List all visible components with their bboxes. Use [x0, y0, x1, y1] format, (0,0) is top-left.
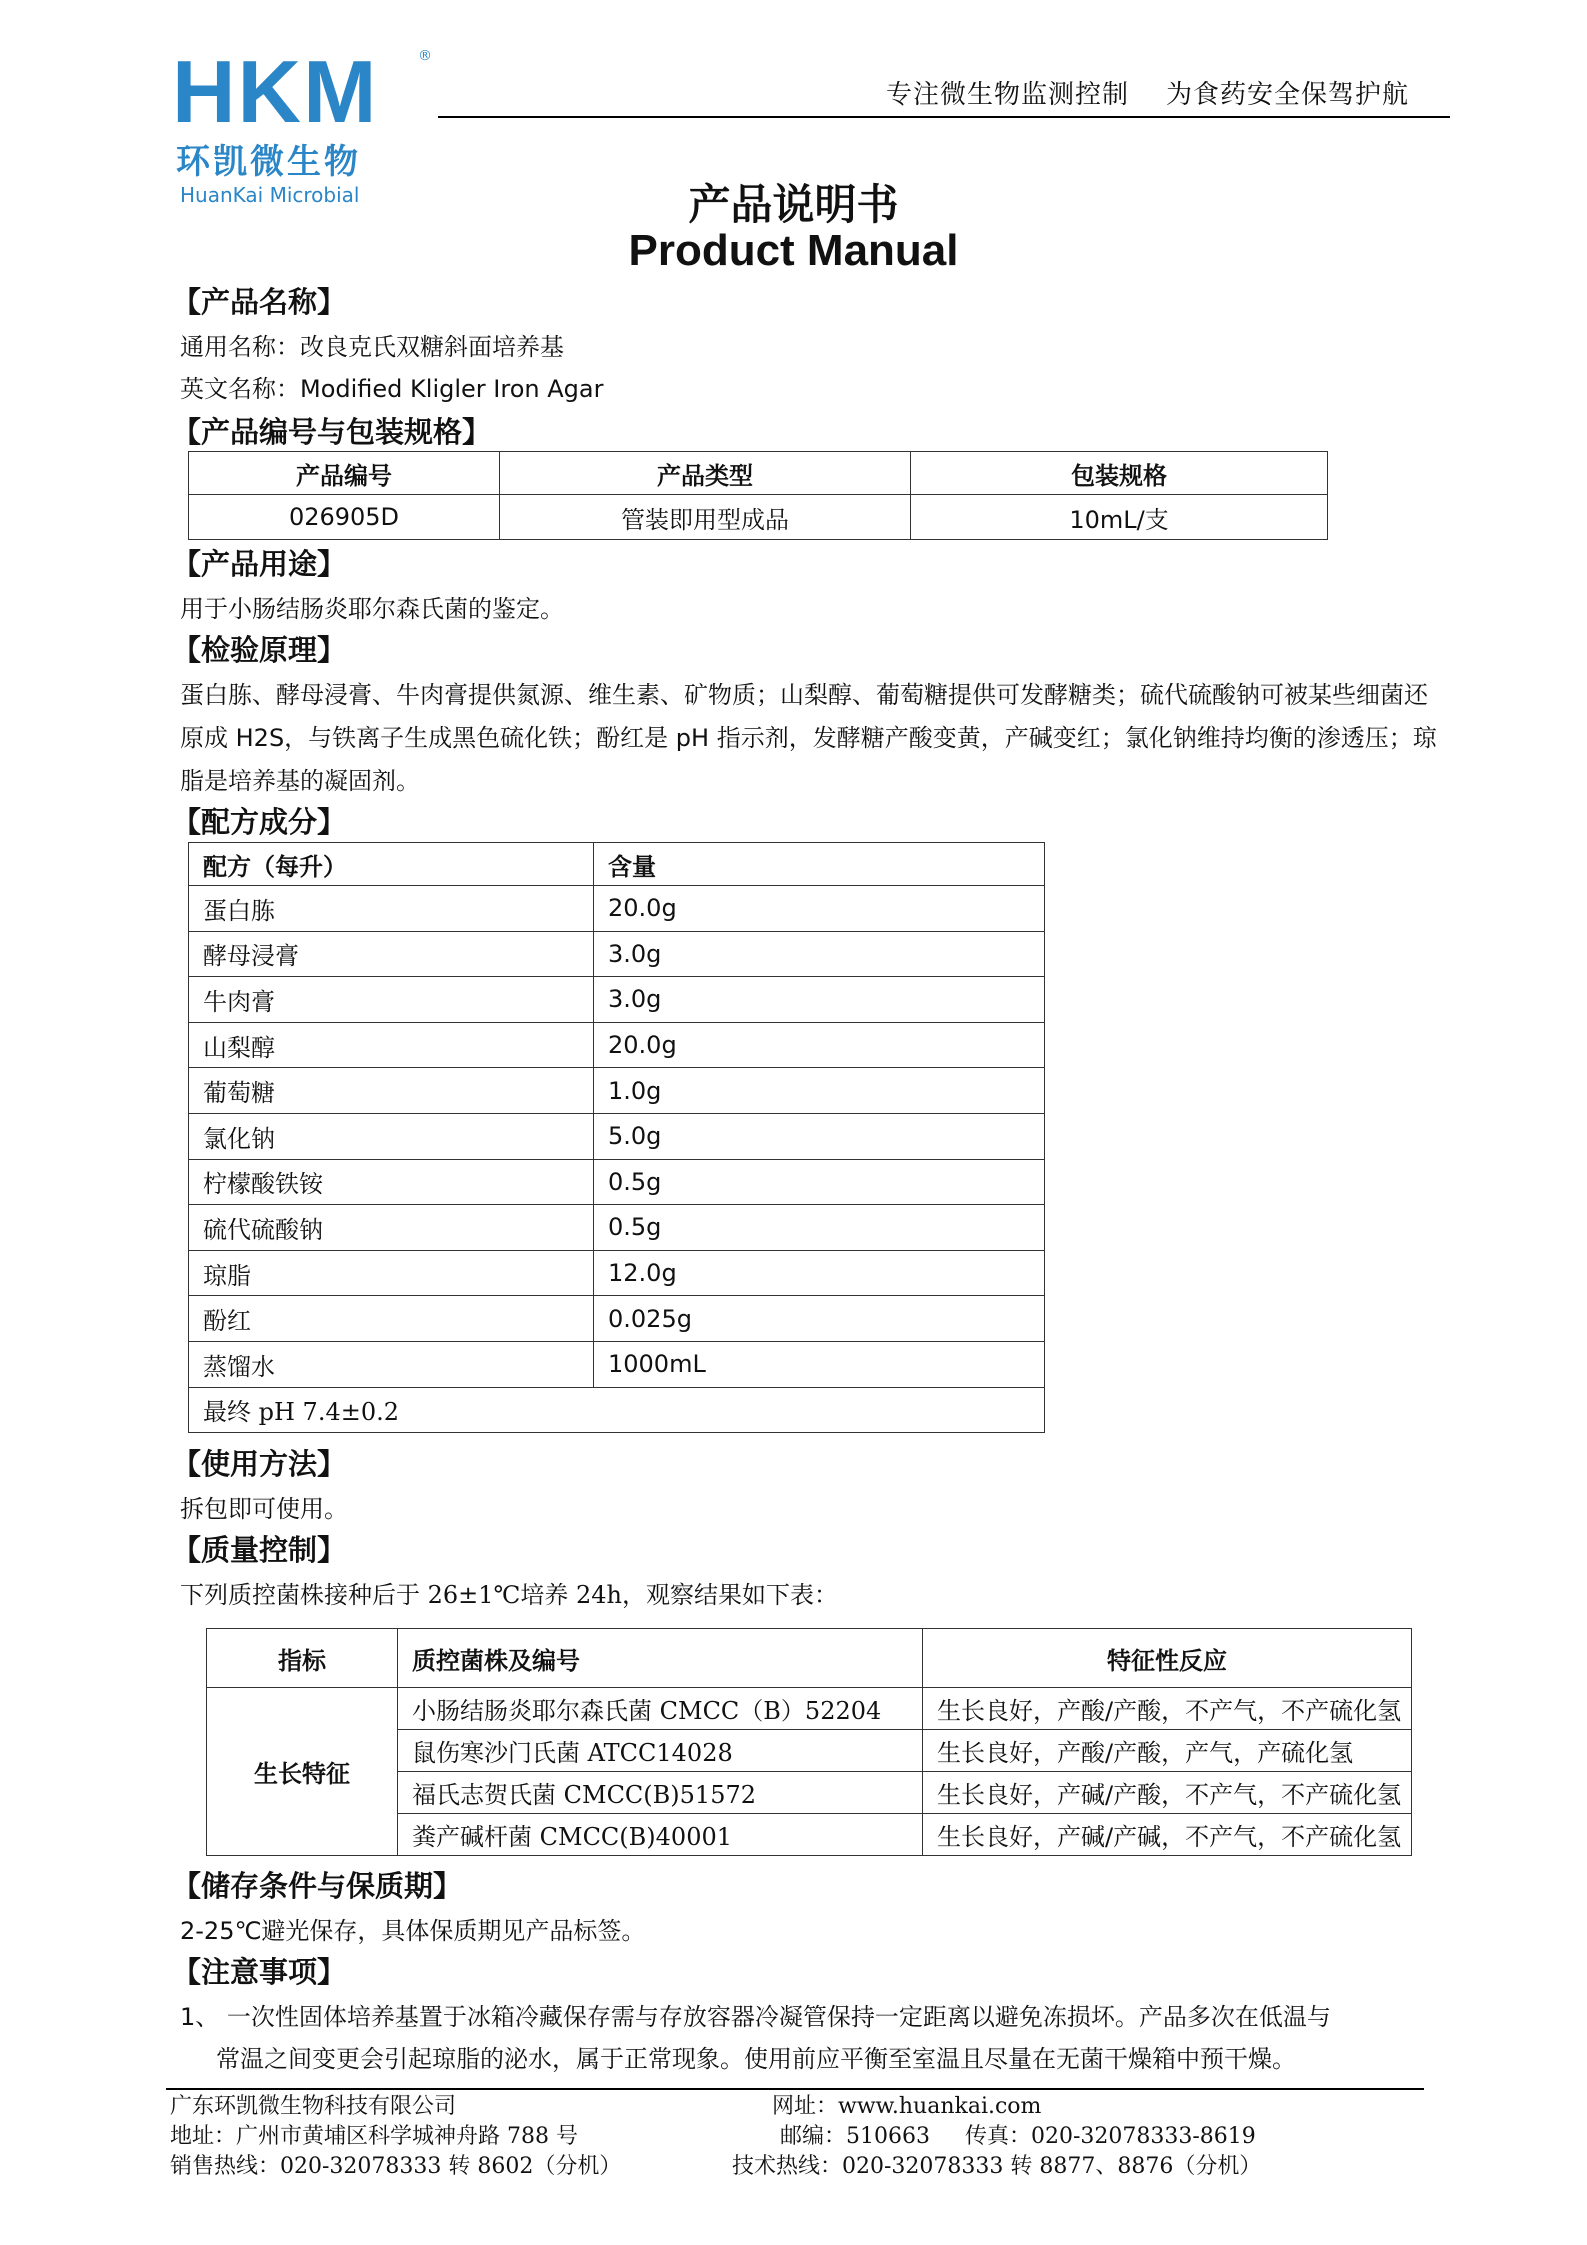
amount: 1000mL: [594, 1341, 1045, 1387]
amount: 5.0g: [594, 1113, 1045, 1159]
section-heading-formula: 【配方成分】: [172, 805, 347, 839]
section-heading-usage: 【产品用途】: [172, 547, 347, 581]
footer-company: 广东环凯微生物科技有限公司: [170, 2094, 457, 2119]
ingredient: 蒸馏水: [189, 1341, 594, 1387]
table-row: [189, 1159, 1045, 1205]
footer-divider: [166, 2088, 1424, 2090]
amount: 0.025g: [594, 1296, 1045, 1342]
english-name: 英文名称：Modified Kligler Iron Agar: [180, 375, 604, 403]
title-english: Product Manual: [628, 226, 959, 275]
table-header-cell: 质控菌株及编号: [398, 1629, 923, 1688]
table-header-cell: 包装规格: [911, 452, 1328, 495]
table-row: [189, 495, 1328, 540]
qc-strain: 鼠伤寒沙门氏菌 ATCC14028: [398, 1730, 923, 1772]
qc-reaction: 生长良好，产碱/产碱，不产气，不产硫化氢: [923, 1814, 1412, 1856]
amount: 1.0g: [594, 1068, 1045, 1114]
footer-sales-hotline: 销售热线：020-32078333 转 8602（分机）: [170, 2154, 622, 2179]
header-slogan: 专注微生物监测控制 为食药安全保驾护航: [885, 80, 1409, 110]
common-name: 通用名称：改良克氏双糖斜面培养基: [180, 333, 564, 361]
amount: 20.0g: [594, 1022, 1045, 1068]
company-logo: [172, 42, 432, 207]
table-row: [189, 1341, 1045, 1387]
amount: 3.0g: [594, 977, 1045, 1023]
table-row: [189, 1250, 1045, 1296]
amount: 20.0g: [594, 886, 1045, 932]
ingredient: 蛋白胨: [189, 886, 594, 932]
package-table: [188, 451, 1328, 540]
logo-letters: HKM: [172, 42, 379, 141]
logo-registered-mark: ®: [418, 48, 432, 64]
table-row: [189, 1022, 1045, 1068]
table-header-row: [189, 452, 1328, 495]
table-header-cell: 配方（每升）: [189, 843, 594, 886]
table-row: [207, 1688, 1412, 1730]
table-header-cell: 特征性反应: [923, 1629, 1412, 1688]
footer-postcode-fax: 邮编：510663 传真：020-32078333-8619: [780, 2124, 1256, 2149]
table-header-cell: 产品类型: [500, 452, 911, 495]
section-heading-principle: 【检验原理】: [172, 633, 347, 667]
table-row: [189, 1296, 1045, 1342]
storage-text: 2-25℃避光保存，具体保质期见产品标签。: [180, 1917, 646, 1945]
table-header-cell: 含量: [594, 843, 1045, 886]
table-row: [189, 1113, 1045, 1159]
qc-strain: 福氏志贺氏菌 CMCC(B)51572: [398, 1772, 923, 1814]
final-ph: 最终 pH 7.4±0.2: [189, 1387, 1045, 1433]
product-type: 管装即用型成品: [500, 495, 911, 540]
ingredient: 葡萄糖: [189, 1068, 594, 1114]
footer-tech-hotline: 技术热线：020-32078333 转 8877、8876（分机）: [732, 2154, 1262, 2179]
section-heading-qc: 【质量控制】: [172, 1533, 347, 1567]
package-spec: 10mL/支: [911, 495, 1328, 540]
qc-intro: 下列质控菌株接种后于 26±1℃培养 24h，观察结果如下表：: [180, 1581, 839, 1609]
amount: 0.5g: [594, 1159, 1045, 1205]
notes-line-2: 常温之间变更会引起琼脂的泌水，属于正常现象。使用前应平衡至室温且尽量在无菌干燥箱中预干燥。: [216, 2045, 1296, 2073]
table-header-cell: 指标: [207, 1629, 398, 1688]
footer-website[interactable]: 网址：www.huankai.com: [772, 2094, 1042, 2119]
ingredient: 牛肉膏: [189, 977, 594, 1023]
section-heading-storage: 【储存条件与保质期】: [172, 1869, 463, 1903]
qc-reaction: 生长良好，产酸/产酸，不产气，不产硫化氢: [923, 1688, 1412, 1730]
table-row: [189, 1068, 1045, 1114]
qc-strain: 小肠结肠炎耶尔森氏菌 CMCC（B）52204: [398, 1688, 923, 1730]
qc-group-label: 生长特征: [207, 1688, 398, 1856]
qc-strain: 粪产碱杆菌 CMCC(B)40001: [398, 1814, 923, 1856]
table-row: [189, 886, 1045, 932]
amount: 3.0g: [594, 931, 1045, 977]
table-row: [189, 931, 1045, 977]
ingredient: 山梨醇: [189, 1022, 594, 1068]
section-heading-package: 【产品编号与包装规格】: [172, 415, 492, 449]
ingredient: 硫代硫酸钠: [189, 1205, 594, 1251]
table-header-row: [189, 843, 1045, 886]
table-header-cell: 产品编号: [189, 452, 500, 495]
usage-text: 用于小肠结肠炎耶尔森氏菌的鉴定。: [180, 595, 564, 623]
logo-english-name: HuanKai Microbial: [180, 183, 360, 207]
header-divider: [438, 116, 1450, 118]
table-row: [189, 1205, 1045, 1251]
table-row: [189, 1387, 1045, 1433]
title-chinese: 产品说明书: [688, 180, 899, 229]
ingredient: 酚红: [189, 1296, 594, 1342]
qc-reaction: 生长良好，产酸/产酸，产气，产硫化氢: [923, 1730, 1412, 1772]
table-row: [189, 977, 1045, 1023]
principle-text: 蛋白胨、酵母浸膏、牛肉膏提供氮源、维生素、矿物质；山梨醇、葡萄糖提供可发酵糖类；硫代硫酸钠可被某些细菌还原成 H2S，与铁离子生成黑色硫化铁；酚红是 pH 指示剂，发酵糖产酸变黄，产碱变红；氯化钠维持均衡的渗透压；琼脂是培养基的凝固剂。: [180, 681, 1437, 795]
ingredient: 柠檬酸铁铵: [189, 1159, 594, 1205]
section-heading-notes: 【注意事项】: [172, 1955, 347, 1989]
qc-table: [206, 1628, 1412, 1856]
qc-reaction: 生长良好，产碱/产酸，不产气，不产硫化氢: [923, 1772, 1412, 1814]
amount: 12.0g: [594, 1250, 1045, 1296]
formula-table: [188, 842, 1045, 1433]
amount: 0.5g: [594, 1205, 1045, 1251]
footer-address: 地址：广州市黄埔区科学城神舟路 788 号: [170, 2124, 578, 2149]
section-heading-method: 【使用方法】: [172, 1447, 347, 1481]
ingredient: 琼脂: [189, 1250, 594, 1296]
method-text: 拆包即可使用。: [180, 1495, 348, 1523]
ingredient: 酵母浸膏: [189, 931, 594, 977]
table-header-row: [207, 1629, 1412, 1688]
ingredient: 氯化钠: [189, 1113, 594, 1159]
section-heading-product-name: 【产品名称】: [172, 285, 347, 319]
logo-chinese-name: 环凯微生物: [176, 142, 361, 182]
product-code: 026905D: [189, 495, 500, 540]
notes-line-1: 1、 一次性固体培养基置于冰箱冷藏保存需与存放容器冷凝管保持一定距离以避免冻损坏。产品多次在低温与: [180, 2003, 1331, 2031]
